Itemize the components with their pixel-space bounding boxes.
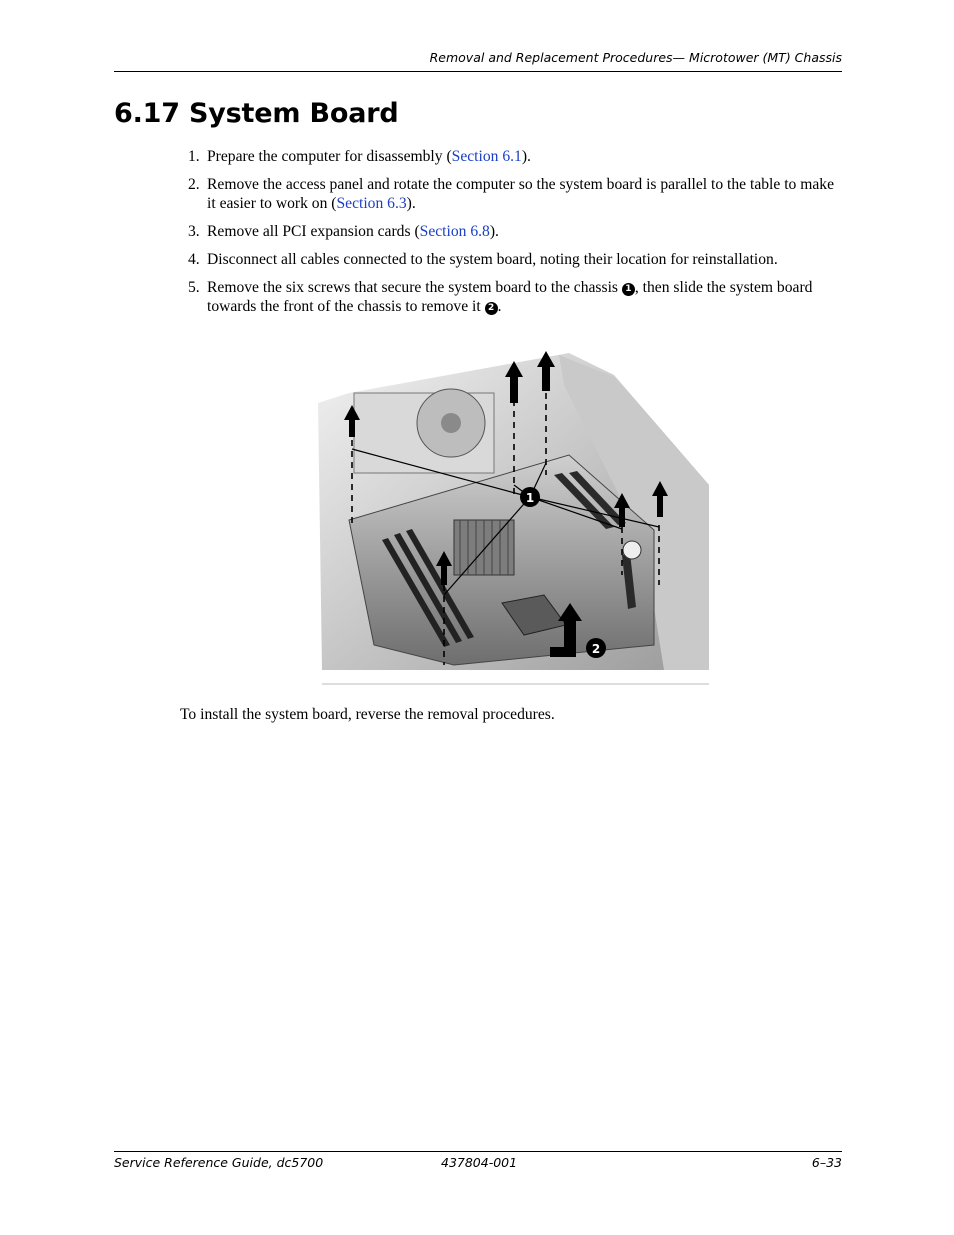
step-text: Remove all PCI expansion cards ( xyxy=(207,223,420,240)
footer-part-number: 437804-001 xyxy=(441,1155,518,1170)
step-number: 3. xyxy=(188,223,200,240)
callout-2-icon: 2 xyxy=(485,302,498,315)
step-2 xyxy=(180,175,842,213)
step-text: Remove the access panel and rotate the computer so the system board is parallel to the table to make it easier to work on ( xyxy=(207,176,835,212)
step-text-mid: , then slide the system board towards the front of the chassis to remove it xyxy=(207,279,813,315)
step-number: 5. xyxy=(188,279,200,296)
step-text: Prepare the computer for disassembly ( xyxy=(207,148,452,165)
header-rule xyxy=(114,71,842,72)
footer-page-number: 6–33 xyxy=(811,1155,842,1170)
running-header: Removal and Replacement Procedures— Microtower (MT) Chassis xyxy=(429,50,842,65)
figure-callout-1 xyxy=(520,487,540,507)
step-3 xyxy=(180,222,842,241)
system-board-illustration xyxy=(314,345,712,687)
figure-callout-2 xyxy=(586,638,606,658)
callout-1-icon: 1 xyxy=(622,283,635,296)
step-text-end: ). xyxy=(406,195,416,212)
step-text: Disconnect all cables connected to the system board, noting their location for reinstallation. xyxy=(207,251,778,268)
step-text: Remove the six screws that secure the system board to the chassis xyxy=(207,279,622,296)
svg-text:2: 2 xyxy=(591,642,601,656)
step-text-end: ). xyxy=(521,148,531,165)
procedure-steps xyxy=(180,147,842,325)
battery-icon xyxy=(623,541,641,559)
footer-guide-title: Service Reference Guide, dc5700 xyxy=(114,1155,324,1170)
step-5 xyxy=(180,278,842,316)
section-6-1-link[interactable]: Section 6.1 xyxy=(451,148,522,165)
step-number: 4. xyxy=(188,251,200,268)
section-title: 6.17 System Board xyxy=(114,98,399,129)
step-text-end: . xyxy=(497,298,502,315)
fan-hub xyxy=(441,413,461,433)
step-4 xyxy=(180,250,842,269)
step-text-end: ). xyxy=(489,223,499,240)
step-number: 2. xyxy=(188,176,200,193)
section-6-3-link[interactable]: Section 6.3 xyxy=(336,195,407,212)
svg-text:1: 1 xyxy=(525,491,535,505)
install-note: To install the system board, reverse the removal procedures. xyxy=(180,706,555,723)
step-1 xyxy=(180,147,842,166)
step-number: 1. xyxy=(188,148,200,165)
footer-rule xyxy=(114,1151,842,1152)
section-6-8-link[interactable]: Section 6.8 xyxy=(419,223,490,240)
